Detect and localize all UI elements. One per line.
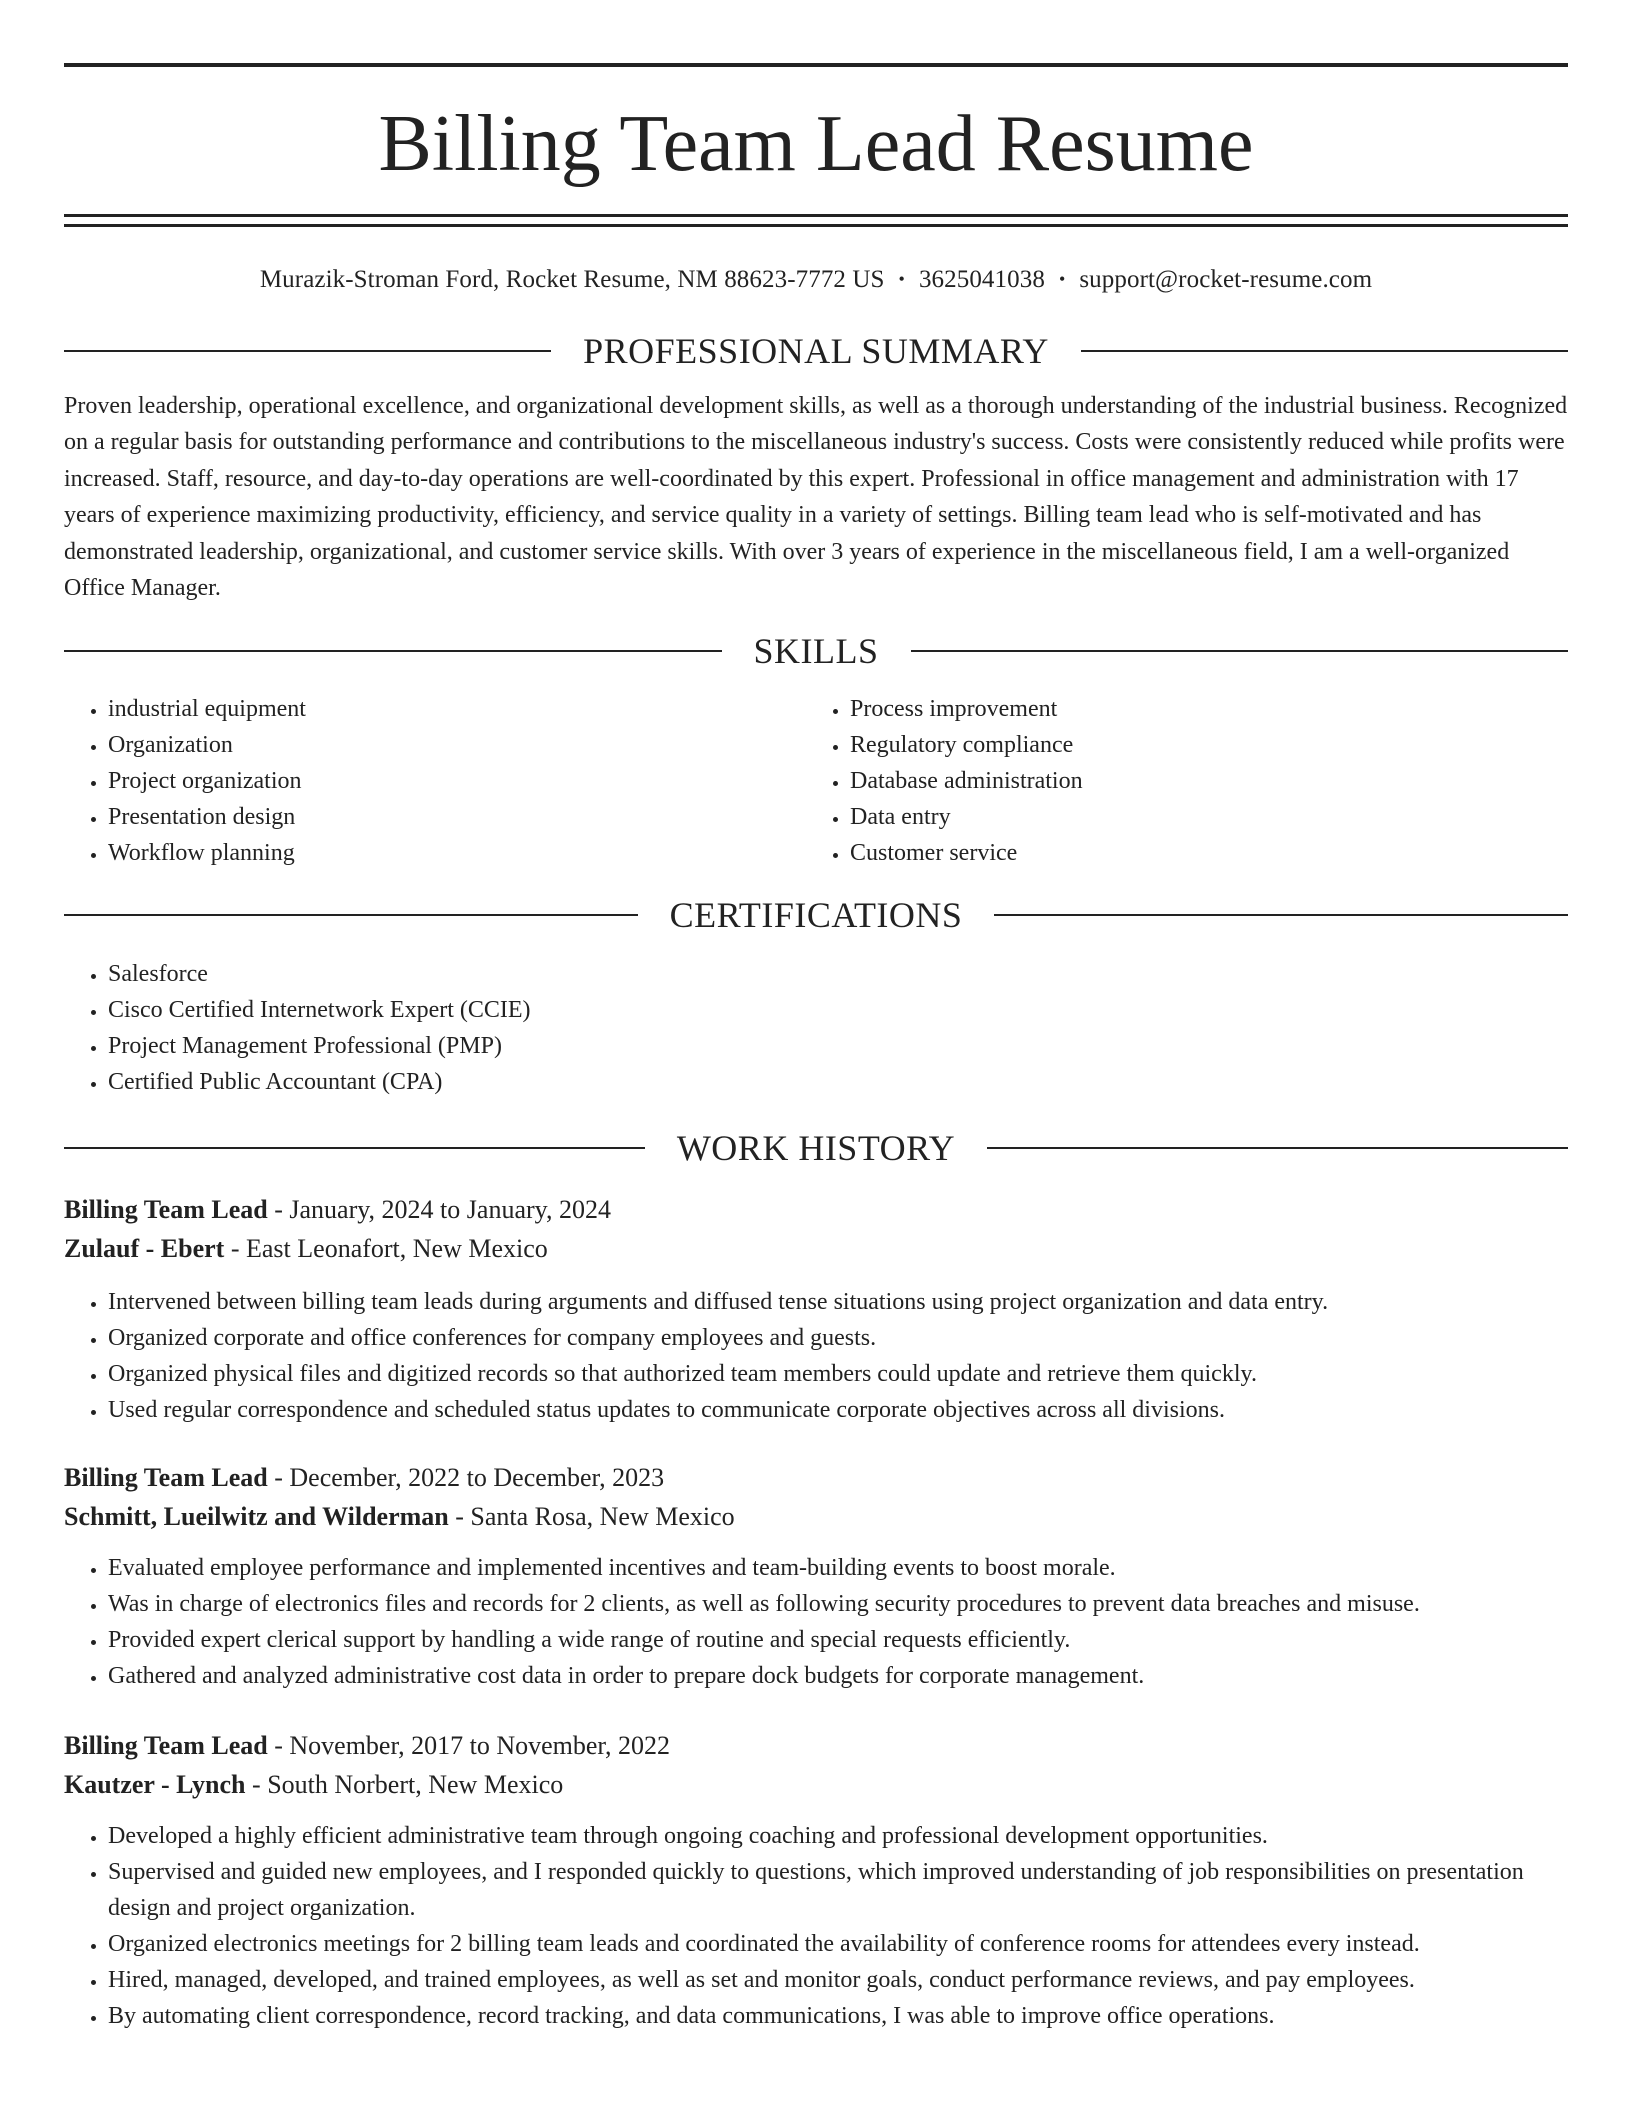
job-bullet: • Intervened between billing team leads during arguments and diffused tense situations using project organization and data entry. bbox=[108, 1284, 1568, 1320]
skill-item: • Presentation design bbox=[108, 799, 806, 835]
job-bullet: • Organized electronics meetings for 2 billing team leads and coordinated the availability of conference rooms for attendees every instead. bbox=[108, 1926, 1568, 1962]
contact-separator: • bbox=[898, 269, 905, 289]
job-dates: - December, 2022 to December, 2023 bbox=[267, 1463, 665, 1493]
contact-email[interactable]: support@rocket-resume.com bbox=[1079, 266, 1373, 293]
job-title-line bbox=[64, 1190, 1568, 1229]
certification-item: • Cisco Certified Internetwork Expert (CCIE) bbox=[108, 992, 1568, 1028]
job-bullet: • Evaluated employee performance and implemented incentives and team-building events to boost morale. bbox=[108, 1550, 1568, 1586]
section-header-work-history bbox=[64, 1128, 1568, 1168]
section-rule bbox=[911, 650, 1569, 652]
job-company-line bbox=[64, 1497, 1568, 1536]
section-rule bbox=[1081, 350, 1568, 352]
certification-item: • Salesforce bbox=[108, 956, 1568, 992]
job-location: - South Norbert, New Mexico bbox=[245, 1770, 564, 1800]
contact-line bbox=[64, 263, 1568, 296]
skill-item: • Workflow planning bbox=[108, 835, 806, 871]
job-bullet: • Supervised and guided new employees, and I responded quickly to questions, which improved understanding of job responsibilities on presentation design and project organization. bbox=[108, 1854, 1568, 1926]
job-bullet: • Organized physical files and digitized records so that authorized team members could update and retrieve them quickly. bbox=[108, 1356, 1568, 1392]
resume-title: Billing Team Lead Resume bbox=[378, 100, 1254, 188]
section-title-work-history: WORK HISTORY bbox=[676, 1128, 956, 1169]
job-bullet: • Used regular correspondence and scheduled status updates to communicate corporate objectives across all divisions. bbox=[108, 1392, 1568, 1428]
job-bullet: • Hired, managed, developed, and trained employees, as well as set and monitor goals, conduct performance reviews, and pay employees. bbox=[108, 1962, 1568, 1998]
job-company: Kautzer - Lynch bbox=[64, 1770, 246, 1800]
contact-address: Murazik-Stroman Ford, Rocket Resume, NM 88623-7772 US bbox=[259, 266, 885, 293]
skill-item: • Organization bbox=[108, 727, 806, 763]
certifications-list bbox=[64, 956, 1568, 1100]
section-rule bbox=[64, 650, 722, 652]
job-company-line bbox=[64, 1765, 1568, 1804]
job-dates: - January, 2024 to January, 2024 bbox=[267, 1195, 611, 1225]
job-bullets bbox=[64, 1818, 1568, 2034]
job-title-line bbox=[64, 1726, 1568, 1765]
section-header-summary bbox=[64, 331, 1568, 371]
job-bullet: • Gathered and analyzed administrative cost data in order to prepare dock budgets for corporate management. bbox=[108, 1658, 1568, 1694]
section-rule bbox=[64, 914, 638, 916]
section-header-certifications bbox=[64, 895, 1568, 935]
job-entry bbox=[64, 1190, 1568, 1428]
skills-grid bbox=[64, 691, 1568, 871]
job-bullet: • Was in charge of electronics files and records for 2 clients, as well as following security procedures to prevent data breaches and misuse. bbox=[108, 1586, 1568, 1622]
job-title: Billing Team Lead bbox=[64, 1463, 268, 1493]
section-rule bbox=[64, 350, 551, 352]
skill-item: • Project organization bbox=[108, 763, 806, 799]
skills-column-left bbox=[64, 691, 806, 871]
title-double-rule bbox=[64, 214, 1568, 227]
certification-item: • Project Management Professional (PMP) bbox=[108, 1028, 1568, 1064]
job-company-line bbox=[64, 1229, 1568, 1268]
section-rule bbox=[987, 1147, 1568, 1149]
job-bullet: • Developed a highly efficient administrative team through ongoing coaching and professional development opportunities. bbox=[108, 1818, 1568, 1854]
job-bullet: • By automating client correspondence, record tracking, and data communications, I was able to improve office operations. bbox=[108, 1998, 1568, 2034]
job-title: Billing Team Lead bbox=[64, 1195, 268, 1225]
job-bullets bbox=[64, 1550, 1568, 1694]
skill-item: • industrial equipment bbox=[108, 691, 806, 727]
skill-item: • Process improvement bbox=[850, 691, 1548, 727]
section-rule bbox=[994, 914, 1568, 916]
section-title-skills: SKILLS bbox=[753, 631, 879, 672]
job-entry bbox=[64, 1726, 1568, 2034]
job-company: Schmitt, Lueilwitz and Wilderman bbox=[64, 1502, 449, 1532]
section-title-summary: PROFESSIONAL SUMMARY bbox=[583, 331, 1049, 371]
contact-phone[interactable]: 3625041038 bbox=[918, 266, 1045, 293]
section-header-skills bbox=[64, 631, 1568, 671]
job-location: - Santa Rosa, New Mexico bbox=[448, 1502, 735, 1532]
section-title-certifications: CERTIFICATIONS bbox=[669, 895, 963, 936]
skill-item: • Data entry bbox=[850, 799, 1548, 835]
job-company: Zulauf - Ebert bbox=[64, 1234, 225, 1264]
job-bullet: • Organized corporate and office conferences for company employees and guests. bbox=[108, 1320, 1568, 1356]
skills-column-right bbox=[806, 691, 1548, 871]
skill-item: • Customer service bbox=[850, 835, 1548, 871]
skill-item: • Regulatory compliance bbox=[850, 727, 1548, 763]
job-title: Billing Team Lead bbox=[64, 1731, 268, 1761]
job-bullets bbox=[64, 1284, 1568, 1428]
job-location: - East Leonafort, New Mexico bbox=[224, 1234, 548, 1264]
contact-separator: • bbox=[1058, 269, 1066, 289]
job-dates: - November, 2017 to November, 2022 bbox=[267, 1731, 671, 1761]
resume-page bbox=[64, 0, 1568, 2034]
job-title-line bbox=[64, 1458, 1568, 1497]
job-bullet: • Provided expert clerical support by handling a wide range of routine and special requests efficiently. bbox=[108, 1622, 1568, 1658]
certification-item: • Certified Public Accountant (CPA) bbox=[108, 1064, 1568, 1100]
skill-item: • Database administration bbox=[850, 763, 1548, 799]
summary-text: Proven leadership, operational excellence, and organizational development skills, as well as a thorough understanding of the industrial business. Recognized on a regular basis for outstanding performance and contributions to the miscellaneous industry's success. Costs were consistently reduced while profits were increased. Staff, resource, and day-to-day operations are well-coordinated by this expert. Professional in office management and administration with 17 years of experience maximizing productivity, efficiency, and service quality in a variety of settings. Billing team lead who is self-motivated and has demonstrated leadership, organizational, and customer service skills. With over 3 years of experience in the miscellaneous field, I am a well-organized Office Manager. bbox=[64, 393, 1568, 602]
section-rule bbox=[64, 1147, 645, 1149]
job-entry bbox=[64, 1458, 1568, 1694]
